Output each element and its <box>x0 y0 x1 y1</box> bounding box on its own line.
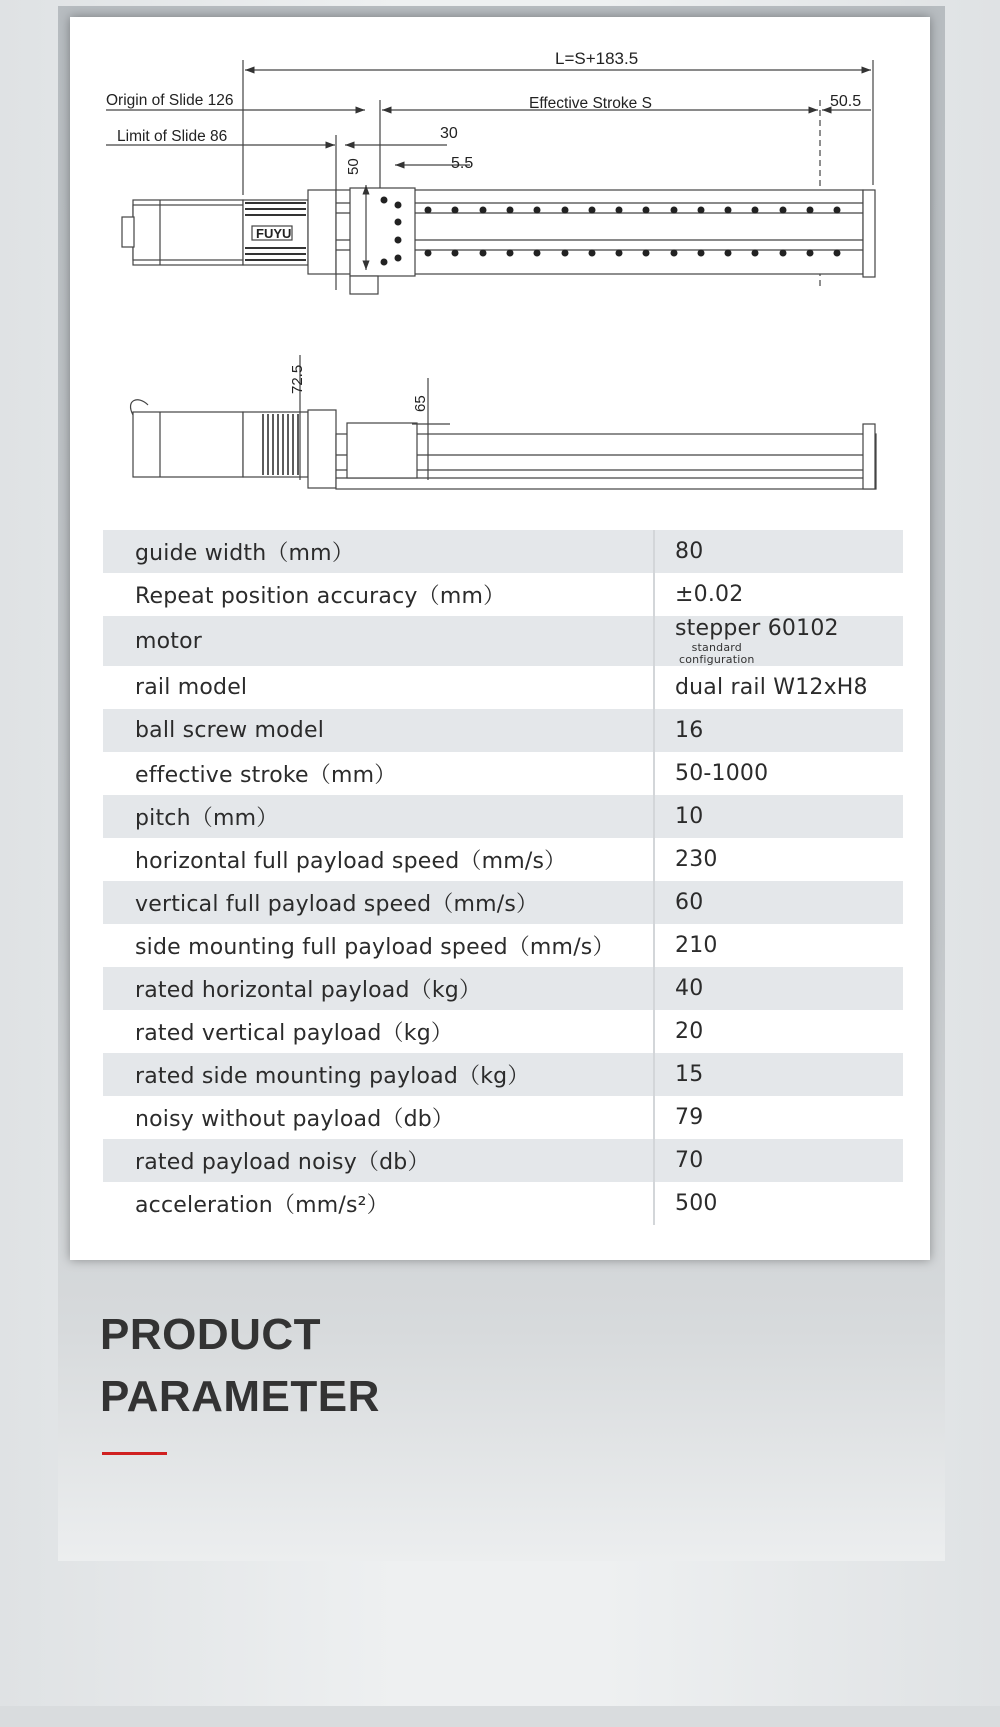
spec-value: 50-1000 <box>675 761 769 786</box>
stroke-label: Effective Stroke S <box>529 95 652 112</box>
spec-row <box>103 1010 903 1053</box>
spec-label: pitch（mm） <box>103 795 654 838</box>
bottom-band <box>0 1706 1000 1727</box>
spec-row <box>103 1182 903 1225</box>
spec-value-cell <box>654 1096 903 1139</box>
spec-note <box>679 642 755 666</box>
spec-row <box>103 709 903 752</box>
spec-value: 80 <box>675 539 704 564</box>
spec-value-cell <box>654 1010 903 1053</box>
brand-logo: FUYU <box>256 226 292 241</box>
spec-row <box>103 616 903 666</box>
spec-row <box>103 1096 903 1139</box>
spec-note-line1: standard <box>691 641 742 654</box>
spec-value: 15 <box>675 1062 704 1087</box>
spec-value: 70 <box>675 1148 704 1173</box>
spec-label: rail model <box>103 666 654 709</box>
section-title <box>100 1304 380 1428</box>
spec-value-cell <box>654 924 903 967</box>
spec-value: 230 <box>675 847 718 872</box>
spec-note-line2: configuration <box>679 653 755 666</box>
technical-drawing <box>0 0 1000 500</box>
spec-value: 79 <box>675 1105 704 1130</box>
spec-label: side mounting full payload speed（mm/s） <box>103 924 654 967</box>
dim-72-5: 72.5 <box>289 364 306 394</box>
spec-value-cell <box>654 752 903 795</box>
dim-65: 65 <box>412 395 429 412</box>
spec-label: acceleration（mm/s²） <box>103 1182 654 1225</box>
spec-value-cell <box>654 795 903 838</box>
spec-label: rated horizontal payload（kg） <box>103 967 654 1010</box>
spec-row <box>103 924 903 967</box>
spec-value: 40 <box>675 976 704 1001</box>
spec-label: Repeat position accuracy（mm） <box>103 573 654 616</box>
spec-value-cell <box>654 881 903 924</box>
spec-label: ball screw model <box>103 709 654 752</box>
spec-label: guide width（mm） <box>103 530 654 573</box>
spec-value-cell <box>654 1139 903 1182</box>
spec-label: rated side mounting payload（kg） <box>103 1053 654 1096</box>
accent-underline <box>102 1452 167 1455</box>
spec-row <box>103 1053 903 1096</box>
overall-length-label: L=S+183.5 <box>555 49 639 68</box>
spec-label: rated payload noisy（db） <box>103 1139 654 1182</box>
spec-value: dual rail W12xH8 <box>675 675 868 700</box>
dim-50: 50 <box>345 158 362 175</box>
spec-value-cell <box>654 666 903 709</box>
dim-5-5: 5.5 <box>451 155 474 172</box>
spec-value-cell <box>654 967 903 1010</box>
spec-value: 16 <box>675 718 704 743</box>
spec-value-cell <box>654 838 903 881</box>
spec-row <box>103 530 903 573</box>
spec-value: 500 <box>675 1191 718 1216</box>
spec-label: noisy without payload（db） <box>103 1096 654 1139</box>
spec-row <box>103 967 903 1010</box>
spec-value: ±0.02 <box>675 582 744 607</box>
spec-value-cell <box>654 573 903 616</box>
dim-30: 30 <box>440 125 458 142</box>
spec-value: 20 <box>675 1019 704 1044</box>
spec-value-cell <box>654 616 903 666</box>
spec-row <box>103 573 903 616</box>
section-title-line2: PARAMETER <box>100 1372 380 1421</box>
spec-value-cell <box>654 1053 903 1096</box>
spec-value-cell <box>654 709 903 752</box>
spec-row <box>103 1139 903 1182</box>
spec-value: 10 <box>675 804 704 829</box>
spec-row <box>103 752 903 795</box>
spec-label: motor <box>103 616 654 666</box>
spec-value: stepper 60102 <box>675 616 839 641</box>
origin-label: Origin of Slide 126 <box>106 92 234 109</box>
section-title-line1: PRODUCT <box>100 1310 322 1359</box>
spec-value-cell <box>654 1182 903 1225</box>
spec-value: 210 <box>675 933 718 958</box>
spec-label: rated vertical payload（kg） <box>103 1010 654 1053</box>
spec-value-cell <box>654 530 903 573</box>
spec-row <box>103 795 903 838</box>
spec-label: effective stroke（mm） <box>103 752 654 795</box>
spec-label: vertical full payload speed（mm/s） <box>103 881 654 924</box>
spec-label: horizontal full payload speed（mm/s） <box>103 838 654 881</box>
spec-value: 60 <box>675 890 704 915</box>
spec-row <box>103 881 903 924</box>
limit-label: Limit of Slide 86 <box>117 128 228 145</box>
spec-row <box>103 838 903 881</box>
spec-row <box>103 666 903 709</box>
dim-50-5: 50.5 <box>830 93 862 110</box>
spec-table <box>103 530 903 1225</box>
